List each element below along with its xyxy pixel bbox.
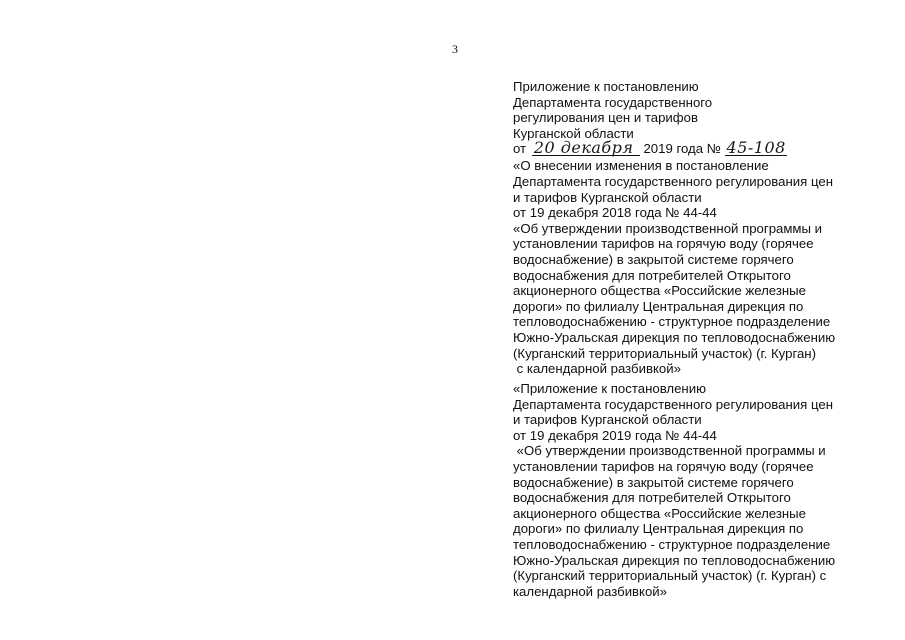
decree-prefix: от bbox=[513, 141, 527, 157]
header-line: Приложение к постановлению bbox=[513, 79, 699, 94]
appendix-header bbox=[513, 79, 898, 377]
appendix-line: и тарифов Курганской области bbox=[513, 412, 702, 428]
appendix-line: Департамента государственного регулирования цен bbox=[513, 396, 833, 412]
handwritten-date: 20 декабря bbox=[532, 141, 640, 156]
decree-title-line: тепловодоснабжению - структурное подразделение bbox=[513, 314, 831, 330]
appendix-line: календарной разбивкой» bbox=[513, 583, 668, 599]
decree-date-number-line bbox=[513, 138, 898, 158]
appendix-line: тепловодоснабжению - структурное подразделение bbox=[513, 536, 831, 552]
decree-title-line: с календарной разбивкой» bbox=[513, 361, 681, 377]
decree-title-line: Южно-Уральская дирекция по тепловодоснабжению bbox=[513, 329, 836, 345]
decree-title-line: дороги» по филиалу Центральная дирекция по bbox=[513, 298, 804, 314]
handwritten-number: 45-108 bbox=[726, 138, 786, 158]
appendix-line: водоснабжение) в закрытой системе горячего bbox=[513, 474, 794, 490]
decree-title-line: установлении тарифов на горячую воду (горячее bbox=[513, 236, 814, 252]
decree-title-line: и тарифов Курганской области bbox=[513, 189, 702, 205]
header-line: регулирования цен и тарифов bbox=[513, 110, 698, 126]
decree-title-line: акционерного общества «Российские железные bbox=[513, 283, 806, 299]
header-line: Курганской области bbox=[513, 125, 634, 141]
decree-title-line: от 19 декабря 2018 года № 44-44 bbox=[513, 205, 717, 221]
appendix-line: от 19 декабря 2019 года № 44-44 bbox=[513, 427, 717, 443]
appendix-line: Южно-Уральская дирекция по тепловодоснабжению bbox=[513, 552, 836, 568]
decree-year-text: 2019 года № bbox=[643, 141, 721, 157]
decree-title-line: водоснабжения для потребителей Открытого bbox=[513, 267, 791, 283]
appendix-line: «Об утверждении производственной программы и bbox=[513, 443, 826, 459]
quoted-appendix bbox=[513, 381, 898, 599]
decree-title-line: «О внесении изменения в постановление bbox=[513, 158, 769, 174]
appendix-line: установлении тарифов на горячую воду (горячее bbox=[513, 458, 814, 474]
appendix-line: «Приложение к постановлению bbox=[513, 381, 706, 396]
decree-title-line: Департамента государственного регулирования цен bbox=[513, 173, 833, 189]
header-line: Департамента государственного bbox=[513, 94, 713, 110]
appendix-line: водоснабжения для потребителей Открытого bbox=[513, 490, 791, 506]
decree-title-line: водоснабжение) в закрытой системе горячего bbox=[513, 251, 794, 267]
page-number: 3 bbox=[452, 42, 458, 56]
appendix-line: акционерного общества «Российские железные bbox=[513, 505, 806, 521]
decree-title-line: «Об утверждении производственной программы и bbox=[513, 220, 823, 236]
decree-title-line: (Курганский территориальный участок) (г. Курган) bbox=[513, 345, 816, 361]
appendix-line: (Курганский территориальный участок) (г. Курган) с bbox=[513, 568, 827, 584]
appendix-line: дороги» по филиалу Центральная дирекция по bbox=[513, 521, 804, 537]
